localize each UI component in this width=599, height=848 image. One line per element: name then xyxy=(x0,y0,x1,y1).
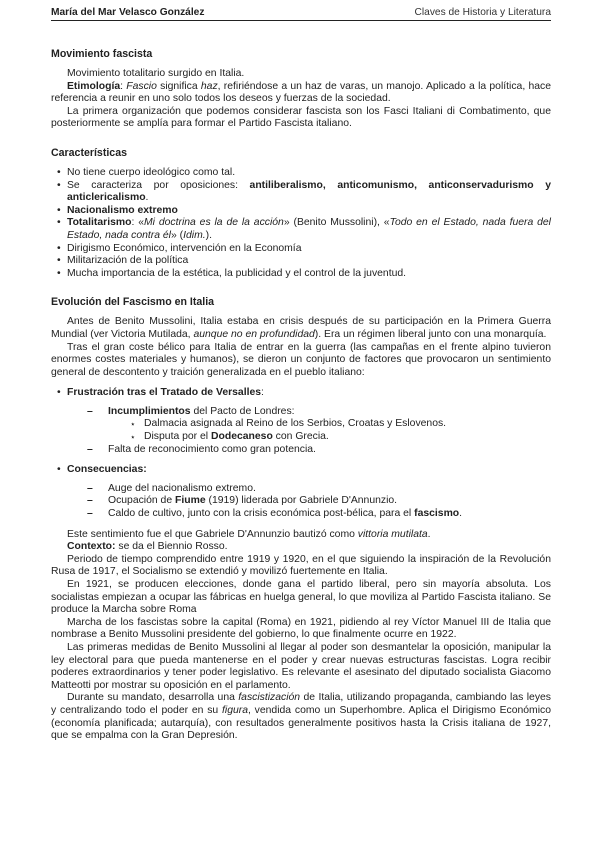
section-movimiento-fascista xyxy=(51,48,551,131)
list-item: • Nacionalismo extremo xyxy=(51,205,551,218)
sub-list-item: – Auge del nacionalismo extremo. xyxy=(87,483,551,496)
list-item: • No tiene cuerpo ideológico como tal. xyxy=(51,167,551,180)
sub-list-item: – Caldo de cultivo, junto con la crisis económica post-bélica, para el fascismo. xyxy=(87,508,551,521)
paragraph: Durante su mandato, desarrolla una fascistización de Italia, utilizando propaganda, cambiando las leyes y centralizando todo el poder en su figura, vendida como un Superhombre. Aplica el Dirigismo Económico (economía planificada; autarquía), con resultados generalmente positivos hasta la Crisis italiana de 1927, que se empalma con la Gran Depresión. xyxy=(51,692,551,742)
paragraph: Marcha de los fascistas sobre la capital (Roma) en 1921, pidiendo al rey Víctor Manuel III de Italia que nombrase a Benito Mussolini presidente del gobierno, lo que finalmente ocurre en 1922. xyxy=(51,616,551,641)
paragraph: Antes de Benito Mussolini, Italia estaba en crisis después de su participación en la Primera Guerra Mundial (ver Victoria Mutilada, aunque no en profundidad). Era un régimen liberal junto con una monarquía. xyxy=(51,316,551,340)
section-heading: Características xyxy=(51,146,127,159)
list-item: • Consecuencias: – Auge del nacionalismo extremo. – Ocupación de Fiume (1919) liderada por Gabriele D'Annunzio. – Caldo de cultivo, junto con la crisis económica post-bélica, para el fascismo. xyxy=(51,464,551,520)
paragraph: Las primeras medidas de Benito Mussolini al llegar al poder son desmantelar la oposición, manipular la ley electoral para que pueda mantenerse en el poder y crear nuevas estructuras fascistas. Logra recibir poderes extraordinarios y tener poder legislativo. Es relevante el asesinato del diputado socialista Giacomo Matteotti por mostrar su oposición en el parlamento. xyxy=(51,641,551,691)
sub-list xyxy=(67,483,551,521)
list-item: • Frustración tras el Tratado de Versalles: – Incumplimientos del Pacto de Londres: ⋆ Dalmacia asignada al Reino de los Serbios, Croatas y Eslovenos. ⋆ Disputa por el Dodecaneso con Grecia. – Falta de reconocimiento como gran potencia. xyxy=(51,387,551,456)
section-evolucion xyxy=(51,296,551,742)
list-item: • Se caracteriza por oposiciones: antiliberalismo, anticomunismo, anticonservadurismo y anticlericalismo. xyxy=(51,180,551,205)
paragraph: Tras el gran coste bélico para Italia de entrar en la guerra (las campañas en el frente alpino tuvieron enormes costes materiales y humanos), se dieron un conjunto de factores que provocaron un sentimiento general de descontento y traición generalizada en el pueblo italiano: xyxy=(51,341,551,378)
section-heading: Movimiento fascista xyxy=(51,48,153,60)
sub-list-item: – Falta de reconocimiento como gran potencia. xyxy=(87,444,551,457)
section-heading: Evolución del Fascismo en Italia xyxy=(51,296,215,309)
factors-list xyxy=(51,387,551,520)
sub-list-item: – Ocupación de Fiume (1919) liderada por Gabriele D'Annunzio. xyxy=(87,495,551,508)
series-title: Claves de Historia y Literatura xyxy=(414,7,551,19)
paragraph: Periodo de tiempo comprendido entre 1919 y 1920, en el que siguiendo la inspiración de la Revolución Rusa de 1917, el Socialismo se extendió y movilizó fuertemente en Italia. xyxy=(51,553,551,578)
list-item: • Totalitarismo: «Mi doctrina es la de la acción» (Benito Mussolini), «Todo en el Estado, nada fuera del Estado, nada contra él» (Idim.). xyxy=(51,217,551,242)
list-item: • Militarización de la política xyxy=(51,255,551,268)
paragraph: En 1921, se producen elecciones, donde gana el partido liberal, pero sin mayoría absoluta. Los socialistas empiezan a ocupar las fábricas en huelga general, lo que moviliza al Partido Fascista italiano. Se produce la Marcha sobre Roma xyxy=(51,579,551,616)
sub-sub-list-item: ⋆ Dalmacia asignada al Reino de los Serbios, Croatas y Eslovenos. xyxy=(128,418,551,431)
section-caracteristicas xyxy=(51,147,551,280)
list-item: • Dirigismo Económico, intervención en la Economía xyxy=(51,243,551,256)
list-item: • Mucha importancia de la estética, la publicidad y el control de la juventud. xyxy=(51,268,551,281)
sub-sub-list xyxy=(108,418,551,443)
sub-list-item: – Incumplimientos del Pacto de Londres: ⋆ Dalmacia asignada al Reino de los Serbios, Croatas y Eslovenos. ⋆ Disputa por el Dodecaneso con Grecia. xyxy=(87,406,551,444)
paragraph: Este sentimiento fue el que Gabriele D'Annunzio bautizó como vittoria mutilata. xyxy=(67,528,431,540)
paragraph: Movimiento totalitario surgido en Italia. xyxy=(67,68,245,79)
paragraph-contexto: Contexto: se da el Biennio Rosso. xyxy=(67,541,228,553)
paragraph: La primera organización que podemos considerar fascista son los Fasci Italiani di Combatimento, que posteriormente se amplía para formar el Partido Fascista italiano. xyxy=(51,105,551,130)
characteristics-list xyxy=(51,167,551,280)
paragraph-etimologia: Etimología: Fascio significa haz, refiriéndose a un haz de varas, un manojo. Aplicado a la política, hace referencia a reunir en uno solo todos los deseos y fuerzas de la sociedad. xyxy=(51,80,551,105)
page-header xyxy=(51,0,551,21)
author-name: María del Mar Velasco González xyxy=(51,7,205,19)
sub-sub-list-item: ⋆ Disputa por el Dodecaneso con Grecia. xyxy=(128,431,551,444)
sub-list xyxy=(67,406,551,456)
